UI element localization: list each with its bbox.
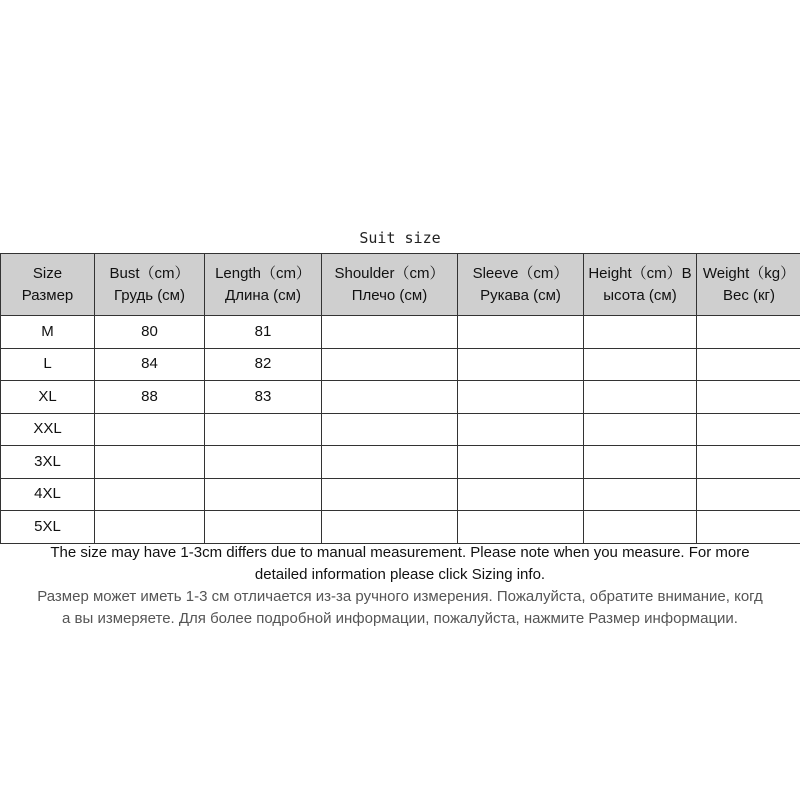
table-row bbox=[1, 413, 800, 446]
table-cell bbox=[584, 413, 697, 446]
header-bust: Bust（cm） Грудь (см) bbox=[95, 254, 205, 316]
table-cell bbox=[322, 316, 458, 349]
table-cell bbox=[322, 511, 458, 544]
table-cell bbox=[322, 478, 458, 511]
table-row bbox=[1, 478, 800, 511]
header-shoulder: Shoulder（cm） Плечо (см) bbox=[322, 254, 458, 316]
table-cell bbox=[95, 511, 205, 544]
table-cell bbox=[584, 511, 697, 544]
table-row bbox=[1, 316, 800, 349]
table-cell bbox=[584, 348, 697, 381]
table-cell bbox=[697, 413, 800, 446]
header-weight: Weight（kg） Вес (кг) bbox=[697, 254, 800, 316]
table-cell: 84 bbox=[95, 348, 205, 381]
table-cell: 4XL bbox=[1, 478, 95, 511]
size-chart-table bbox=[0, 253, 800, 544]
table-cell bbox=[584, 478, 697, 511]
table-cell bbox=[697, 478, 800, 511]
table-cell bbox=[458, 511, 584, 544]
note-russian-line2: а вы измеряете. Для более подробной информации, пожалуйста, нажмите Размер информации. bbox=[62, 610, 738, 627]
table-cell: M bbox=[1, 316, 95, 349]
table-cell bbox=[322, 446, 458, 479]
table-row bbox=[1, 446, 800, 479]
table-row bbox=[1, 381, 800, 414]
table-body bbox=[1, 316, 800, 544]
table-cell bbox=[95, 446, 205, 479]
table-cell: L bbox=[1, 348, 95, 381]
table-cell bbox=[458, 413, 584, 446]
note-english bbox=[0, 542, 800, 586]
table-cell bbox=[697, 381, 800, 414]
table-cell: 88 bbox=[95, 381, 205, 414]
table-cell bbox=[458, 381, 584, 414]
table-cell: 82 bbox=[205, 348, 322, 381]
table-cell: 3XL bbox=[1, 446, 95, 479]
table-cell bbox=[458, 316, 584, 349]
table-row bbox=[1, 348, 800, 381]
header-length: Length（cm） Длина (см) bbox=[205, 254, 322, 316]
note-english-line1: The size may have 1-3cm differs due to manual measurement. Please note when you measure. For more bbox=[50, 544, 750, 561]
table-cell: 83 bbox=[205, 381, 322, 414]
header-row bbox=[1, 254, 800, 316]
table-row bbox=[1, 511, 800, 544]
table-cell bbox=[584, 316, 697, 349]
table-title: Suit size bbox=[359, 229, 441, 247]
header-height: Height（cm）В ысота (см) bbox=[584, 254, 697, 316]
table-cell bbox=[584, 446, 697, 479]
table-cell bbox=[205, 413, 322, 446]
table-cell bbox=[458, 478, 584, 511]
header-size: Size Размер bbox=[1, 254, 95, 316]
table-cell bbox=[205, 446, 322, 479]
table-cell bbox=[95, 413, 205, 446]
table-cell bbox=[205, 478, 322, 511]
table-cell bbox=[322, 348, 458, 381]
table-cell bbox=[697, 511, 800, 544]
table-cell: XL bbox=[1, 381, 95, 414]
table-cell: 5XL bbox=[1, 511, 95, 544]
table-cell bbox=[697, 348, 800, 381]
note-english-line2: detailed information please click Sizing info. bbox=[254, 566, 546, 583]
table-cell bbox=[205, 511, 322, 544]
table-cell bbox=[322, 381, 458, 414]
table-cell: 81 bbox=[205, 316, 322, 349]
table-cell bbox=[697, 316, 800, 349]
table-cell: 80 bbox=[95, 316, 205, 349]
table-cell bbox=[458, 348, 584, 381]
table-cell: XXL bbox=[1, 413, 95, 446]
table-header bbox=[1, 254, 800, 316]
table-cell bbox=[458, 446, 584, 479]
table-cell bbox=[697, 446, 800, 479]
note-russian bbox=[0, 586, 800, 630]
table-cell bbox=[95, 478, 205, 511]
header-sleeve: Sleeve（cm） Рукава (см) bbox=[458, 254, 584, 316]
table-cell bbox=[584, 381, 697, 414]
note-russian-line1: Размер может иметь 1-3 см отличается из-за ручного измерения. Пожалуйста, обратите внимание, когд bbox=[37, 588, 763, 605]
table-cell bbox=[322, 413, 458, 446]
